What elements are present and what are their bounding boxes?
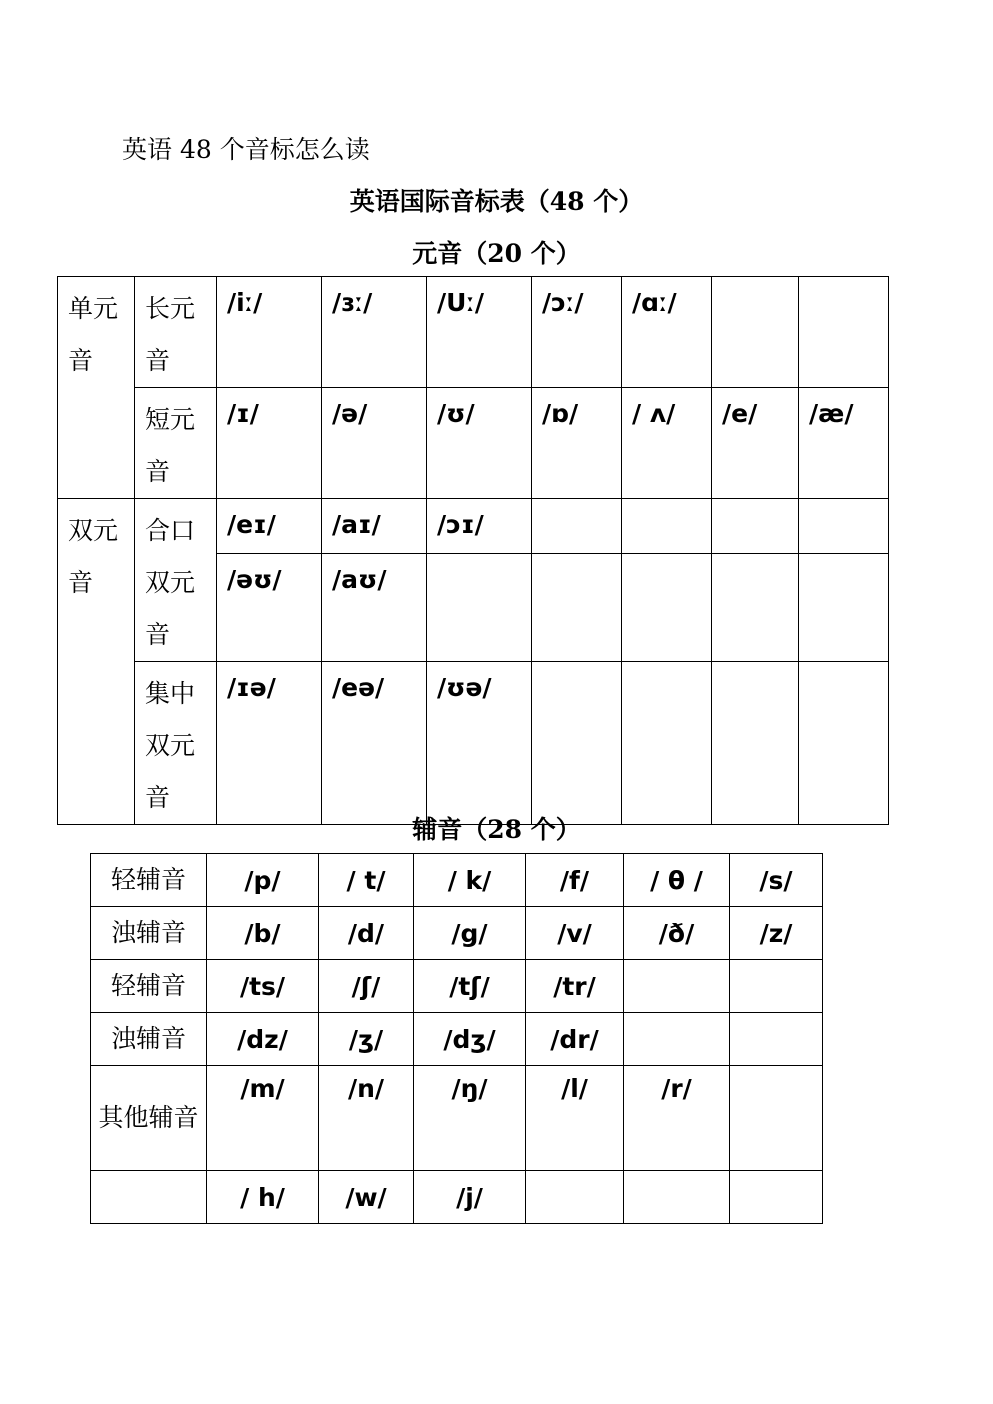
empty-cell (730, 1171, 823, 1224)
centering-diphthong-label: 集中双元音 (135, 662, 217, 825)
closing-diphthongs-row-1 (58, 499, 889, 554)
empty-cell (799, 499, 889, 554)
consonant-row (91, 854, 823, 907)
vowel-symbol: /eɪ/ (217, 499, 322, 554)
vowels-heading: 元音（20 个） (412, 239, 581, 268)
consonant-symbol: / θ / (624, 854, 730, 907)
empty-cell (799, 662, 889, 825)
consonant-symbol: /b/ (207, 907, 319, 960)
consonant-symbol: /p/ (207, 854, 319, 907)
empty-cell (532, 554, 622, 662)
consonants-table (90, 853, 823, 1224)
vowel-symbol: /ɑː/ (622, 277, 712, 388)
consonant-row (91, 960, 823, 1013)
vowel-symbol: /aʊ/ (322, 554, 427, 662)
consonant-row-label: 轻辅音 (91, 854, 207, 907)
consonant-symbol: /j/ (414, 1171, 526, 1224)
long-vowels-row (58, 277, 889, 388)
consonant-row (91, 1171, 823, 1224)
vowel-symbol: /ɔɪ/ (427, 499, 532, 554)
consonant-symbol: /tʃ/ (414, 960, 526, 1013)
empty-cell (624, 1013, 730, 1066)
consonant-symbol: /n/ (319, 1066, 414, 1171)
consonant-symbol: /g/ (414, 907, 526, 960)
consonant-row (91, 1066, 823, 1171)
vowel-symbol: /aɪ/ (322, 499, 427, 554)
consonant-symbol: /r/ (624, 1066, 730, 1171)
long-vowel-label: 长元音 (135, 277, 217, 388)
consonant-symbol: /ts/ (207, 960, 319, 1013)
consonant-symbol: /ð/ (624, 907, 730, 960)
empty-cell (730, 960, 823, 1013)
vowel-symbol: / ʌ/ (622, 388, 712, 499)
closing-diphthong-label: 合口双元音 (135, 499, 217, 662)
empty-cell (624, 1171, 730, 1224)
consonant-symbol: / t/ (319, 854, 414, 907)
empty-cell (799, 277, 889, 388)
empty-cell (712, 662, 799, 825)
vowel-symbol: /Uː/ (427, 277, 532, 388)
vowel-symbol: /ɒ/ (532, 388, 622, 499)
consonant-symbol: /dz/ (207, 1013, 319, 1066)
document-title: 英语 48 个音标怎么读 (122, 135, 370, 164)
vowel-symbol: /ɪ/ (217, 388, 322, 499)
consonant-row-label: 浊辅音 (91, 1013, 207, 1066)
empty-cell (427, 554, 532, 662)
consonant-symbol: /l/ (526, 1066, 624, 1171)
vowel-symbol: /ɜː/ (322, 277, 427, 388)
vowel-symbol: /ɪə/ (217, 662, 322, 825)
empty-cell (526, 1171, 624, 1224)
consonant-symbol: /w/ (319, 1171, 414, 1224)
consonant-symbol: /dʒ/ (414, 1013, 526, 1066)
empty-cell (532, 499, 622, 554)
empty-cell (730, 1066, 823, 1171)
vowel-symbol: /eə/ (322, 662, 427, 825)
consonant-symbol: /m/ (207, 1066, 319, 1171)
consonant-symbol: /s/ (730, 854, 823, 907)
consonants-heading: 辅音（28 个） (412, 815, 581, 844)
consonant-symbol: /f/ (526, 854, 624, 907)
vowels-table (57, 276, 889, 825)
vowel-symbol: /æ/ (799, 388, 889, 499)
consonant-symbol: /z/ (730, 907, 823, 960)
consonant-symbol: /ŋ/ (414, 1066, 526, 1171)
vowel-symbol: /ʊə/ (427, 662, 532, 825)
consonant-row-label: 浊辅音 (91, 907, 207, 960)
empty-cell (730, 1013, 823, 1066)
consonant-row (91, 907, 823, 960)
short-vowel-label: 短元音 (135, 388, 217, 499)
consonant-symbol: /v/ (526, 907, 624, 960)
empty-cell (622, 499, 712, 554)
consonant-row-label: 其他辅音 (91, 1066, 207, 1171)
table-title: 英语国际音标表（48 个） (349, 187, 644, 216)
vowel-symbol: /ə/ (322, 388, 427, 499)
consonant-symbol: /tr/ (526, 960, 624, 1013)
vowel-symbol: /ʊ/ (427, 388, 532, 499)
diphthong-label: 双元音 (58, 499, 135, 825)
consonant-symbol: / k/ (414, 854, 526, 907)
empty-cell (799, 554, 889, 662)
short-vowels-row (58, 388, 889, 499)
empty-cell (712, 554, 799, 662)
centering-diphthongs-row (58, 662, 889, 825)
empty-cell (624, 960, 730, 1013)
vowel-symbol: /iː/ (217, 277, 322, 388)
vowel-symbol: /ɔː/ (532, 277, 622, 388)
consonant-symbol: /ʒ/ (319, 1013, 414, 1066)
vowel-symbol: /e/ (712, 388, 799, 499)
consonant-symbol: /ʃ/ (319, 960, 414, 1013)
empty-cell (622, 662, 712, 825)
empty-cell (712, 499, 799, 554)
consonant-symbol: / h/ (207, 1171, 319, 1224)
empty-cell (622, 554, 712, 662)
consonant-row-label (91, 1171, 207, 1224)
consonant-row (91, 1013, 823, 1066)
consonant-symbol: /d/ (319, 907, 414, 960)
consonant-symbol: /dr/ (526, 1013, 624, 1066)
empty-cell (532, 662, 622, 825)
vowel-symbol: /əʊ/ (217, 554, 322, 662)
consonant-row-label: 轻辅音 (91, 960, 207, 1013)
monophthong-label: 单元音 (58, 277, 135, 499)
empty-cell (712, 277, 799, 388)
